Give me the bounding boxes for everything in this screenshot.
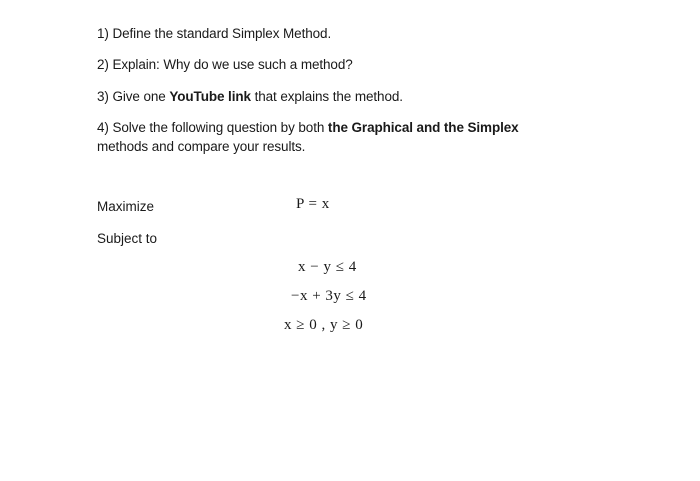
question-4 <box>97 118 519 156</box>
question-2-number: 2) <box>97 57 109 72</box>
question-1-number: 1) <box>97 26 109 41</box>
question-1 <box>97 24 331 43</box>
constraints-label: Subject to <box>97 231 158 246</box>
question-4-text-line2: methods and compare your results. <box>97 139 306 154</box>
question-3-number: 3) <box>97 89 109 104</box>
constraint-1: x − y ≤ 4 <box>298 259 357 275</box>
question-2 <box>97 55 353 74</box>
constraint-nonnegativity: x ≥ 0 , y ≥ 0 <box>284 317 364 333</box>
question-3 <box>97 87 403 106</box>
question-3-text-pre: Give one <box>112 89 170 104</box>
constraint-2: −x + 3y ≤ 4 <box>291 288 367 304</box>
objective-label: Maximize <box>97 199 155 214</box>
question-1-text: Define the standard Simplex Method. <box>112 26 332 41</box>
objective-function: P = x <box>296 196 330 212</box>
question-2-text: Explain: Why do we use such a method? <box>112 57 353 72</box>
question-3-text-bold: YouTube link <box>169 89 251 104</box>
question-4-text-bold: the Graphical and the Simplex <box>327 120 519 135</box>
question-4-number: 4) <box>97 120 109 135</box>
question-3-text-post: that explains the method. <box>250 89 403 104</box>
question-4-text-pre: Solve the following question by both <box>112 120 328 135</box>
